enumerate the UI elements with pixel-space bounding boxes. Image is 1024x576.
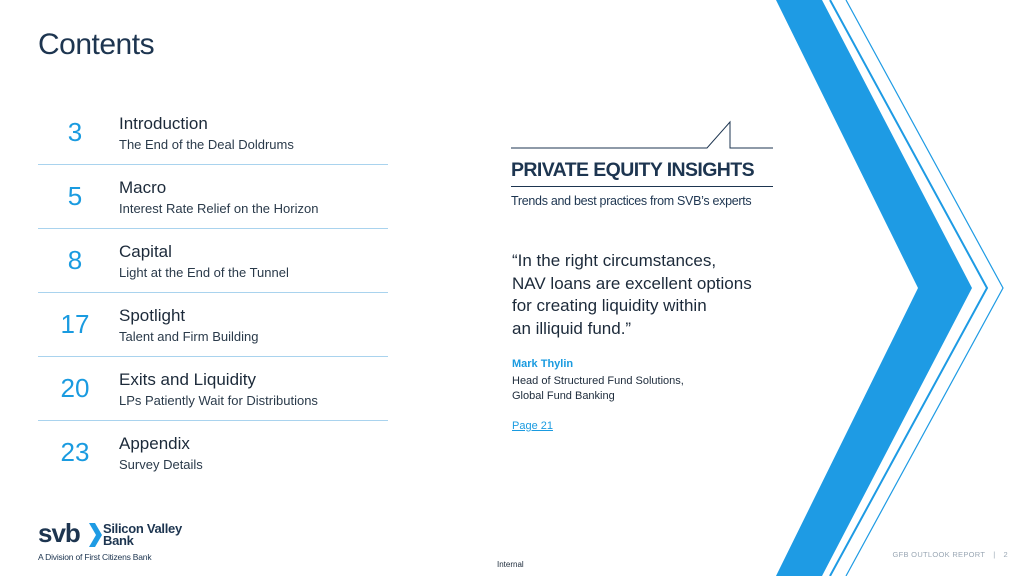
insights-subtitle: Trends and best practices from SVB’s experts: [511, 194, 752, 208]
toc-subheading: Interest Rate Relief on the Horizon: [119, 201, 319, 216]
toc-item-introduction[interactable]: [38, 101, 388, 165]
toc-item-spotlight[interactable]: [38, 293, 388, 357]
toc-page-number: 5: [67, 181, 83, 211]
page-link[interactable]: Page 21: [512, 420, 553, 432]
logo-name-line: Silicon Valley: [103, 521, 182, 536]
toc-subheading: The End of the Deal Doldrums: [119, 137, 294, 152]
pull-quote: [512, 250, 812, 340]
toc-item-appendix[interactable]: [38, 421, 388, 484]
logo-name-line: Bank: [103, 533, 134, 548]
insights-title: PRIVATE EQUITY INSIGHTS: [511, 159, 754, 181]
toc-item-capital[interactable]: [38, 229, 388, 293]
toc-heading: Capital: [119, 242, 172, 261]
toc-heading: Appendix: [119, 434, 190, 453]
toc-heading: Introduction: [119, 114, 208, 133]
pulse-line-graphic: [511, 120, 773, 152]
page-title: Contents: [38, 28, 155, 61]
quote-line: an illiquid fund.”: [512, 318, 632, 338]
report-name: GFB OUTLOOK REPORT: [892, 550, 986, 559]
toc-page-number: 3: [67, 117, 83, 147]
toc-heading: Spotlight: [119, 306, 186, 325]
toc-page-number: 17: [60, 309, 90, 339]
toc-page-number: 20: [60, 373, 90, 403]
role-line: Head of Structured Fund Solutions,: [512, 375, 684, 387]
role-line: Global Fund Banking: [512, 390, 615, 402]
toc-item-exits-and-liquidity[interactable]: [38, 357, 388, 421]
table-of-contents: [38, 101, 388, 484]
quote-author: Mark Thylin: [512, 358, 574, 370]
quote-author-role: [512, 374, 684, 404]
toc-subheading: Light at the End of the Tunnel: [119, 265, 289, 280]
toc-subheading: Talent and Firm Building: [119, 329, 259, 344]
logo-mark: svb: [38, 518, 80, 548]
toc-item-macro[interactable]: [38, 165, 388, 229]
toc-subheading: LPs Patiently Wait for Distributions: [119, 393, 318, 408]
logo-division-text: A Division of First Citizens Bank: [38, 552, 152, 562]
logo-bank-name: [103, 523, 182, 547]
quote-line: NAV loans are excellent options: [512, 273, 752, 293]
insights-divider: [511, 186, 773, 187]
toc-page-number: 23: [60, 437, 90, 467]
footer-separator: |: [993, 550, 996, 559]
toc-heading: Exits and Liquidity: [119, 370, 257, 389]
quote-line: “In the right circumstances,: [512, 251, 717, 270]
toc-subheading: Survey Details: [119, 457, 203, 472]
chevron-right-icon: [88, 523, 102, 547]
quote-line: for creating liquidity within: [512, 296, 707, 315]
toc-heading: Macro: [119, 178, 167, 197]
toc-page-number: 8: [67, 245, 83, 275]
page-number: 2: [1003, 550, 1008, 559]
classification-label: Internal: [497, 560, 524, 569]
page-footer: [892, 550, 1008, 559]
